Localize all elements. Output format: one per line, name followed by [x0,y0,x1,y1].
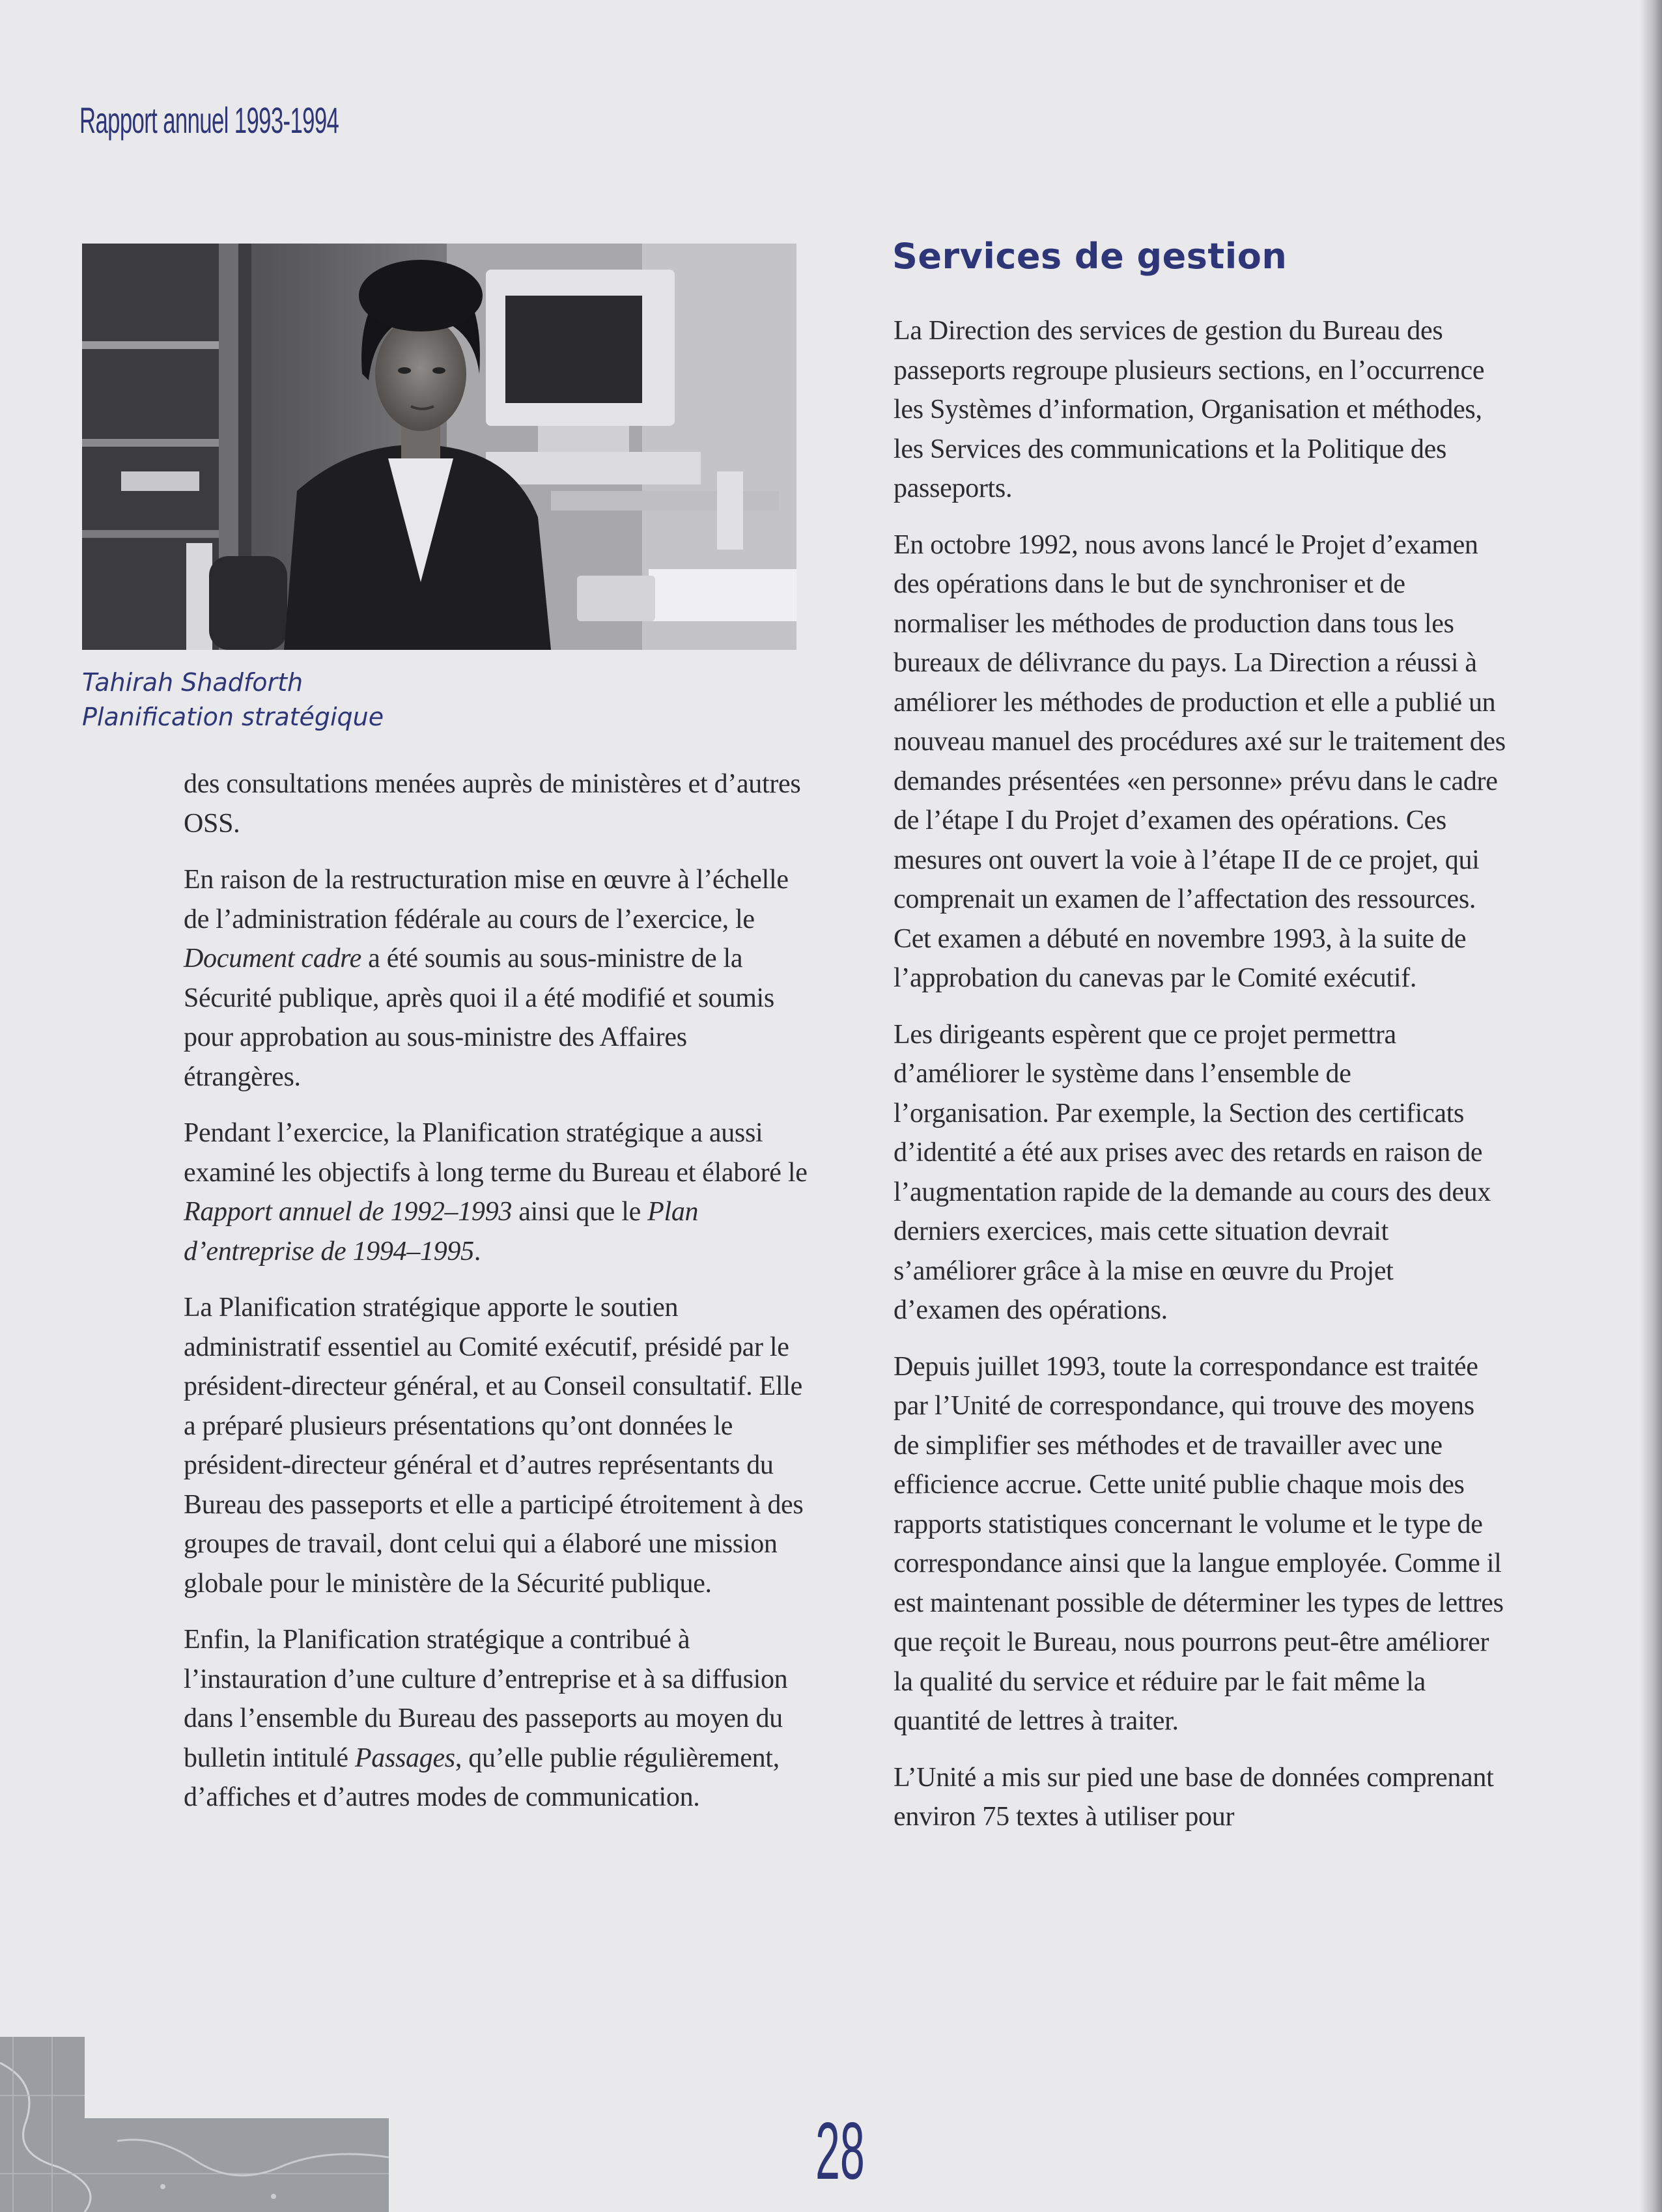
document-title: Plan d’entreprise de 1994–1995 [184,1197,699,1267]
section-heading: Services de gestion [892,236,1288,277]
text-run: , qu’elle publie régulièrement, d’affiches et d’autres modes de communication. [184,1743,780,1812]
page-edge-shadow [1640,0,1662,2212]
caption-title: Planification stratégique [82,703,384,731]
photo-caption [82,665,384,735]
page-number: 28 [815,2107,865,2196]
right-paragraph-2: En octobre 1992, nous avons lancé le Projet d’examen des opérations dans le but de synchroniser et de normaliser les méthodes de production dans tous les bureaux de délivrance du pays. La Direction a réussi à améliorer les méthodes de production et elle a publié un nouveau manuel des procédures axé sur le traitement des demandes présentées «en personne» prévu dans le cadre de l’étape I du Projet d’examen des opérations. Ces mesures ont ouvert la voie à l’étape II de ce projet, qui comprenait un examen de l’affectation des ressources. Cet examen a débuté en novembre 1993, à la suite de l’approbation du canevas par le Comité exécutif. [894,529,1506,993]
document-title: Rapport annuel de 1992–1993 [184,1197,513,1227]
left-text-column [184,764,809,1834]
text-run: ainsi que le [512,1197,648,1227]
left-paragraph-1: des consultations menées auprès de ministères et d’autres OSS. [184,769,801,839]
text-run: Enfin, la Planification stratégique a contribué à l’instauration d’une culture d’entreprise et à sa diffusion dans l’ensemble du Bureau des passeports au moyen du bulletin intitulé [184,1625,788,1773]
running-header: Rapport annuel 1993-1994 [79,100,339,141]
right-paragraph-4: Depuis juillet 1993, toute la correspondance est traitée par l’Unité de correspondance, qui trouve des moyens de simplifier ses méthodes et de travailler avec une efficience accrue. Cette unité publie chaque mois des rapports statistiques concernant le volume et le type de correspondance ainsi que la langue employée. Comme il est maintenant possible de déterminer les types de lettres que reçoit le Bureau, nous pourrons peut-être améliorer la qualité du service et réduire par le fait même la quantité de lettres à traiter. [894,1351,1504,1736]
caption-name: Tahirah Shadforth [82,668,303,697]
text-run: . [473,1236,481,1267]
map-decoration-icon [0,2037,389,2212]
right-paragraph-5: L’Unité a mis sur pied une base de données comprenant environ 75 textes à utiliser pour [894,1762,1494,1832]
bulletin-title: Passages [354,1743,455,1773]
right-paragraph-1: La Direction des services de gestion du Bureau des passeports regroupe plusieurs sections, en l’occurrence les Systèmes d’information, Organisation et méthodes, les Services des communications et la Politique des passeports. [894,316,1485,503]
right-text-column [894,311,1506,1854]
left-paragraph-5 [184,1620,809,1817]
document-title: Document cadre [184,944,361,973]
portrait-photo-icon [82,244,796,650]
left-paragraph-4: La Planification stratégique apporte le soutien administratif essentiel au Comité exécutif, présidé par le président-directeur général, et au Conseil consultatif. Elle a préparé plusieurs présentations qu’ont données le président-directeur général et d’autres représentants du Bureau des passeports et elle a participé étroitement à des groupes de travail, dont celui qui a élaboré une mission globale pour le ministère de la Sécurité publique. [184,1293,804,1599]
right-paragraph-3: Les dirigeants espèrent que ce projet permettra d’améliorer le système dans l’ensemble de l’organisation. Par exemple, la Section des certificats d’identité a été aux prises avec des retards en raison de l’augmentation rapide de la demande au cours des deux derniers exercices, mais cette situation devrait s’améliorer grâce à la mise en œuvre du Projet d’examen des opérations. [894,1019,1491,1325]
text-run: a été soumis au sous-ministre de la Sécurité publique, après quoi il a été modifié et soumis pour approbation au sous-ministre des Affaires étrangères. [184,944,774,1092]
left-paragraph-3 [184,1113,809,1271]
text-run: En raison de la restructuration mise en œuvre à l’échelle de l’administration fédérale au cours de l’exercice, le [184,865,789,934]
left-paragraph-2 [184,860,809,1097]
text-run: Pendant l’exercice, la Planification stratégique a aussi examiné les objectifs à long terme du Bureau et élaboré le [184,1118,808,1188]
